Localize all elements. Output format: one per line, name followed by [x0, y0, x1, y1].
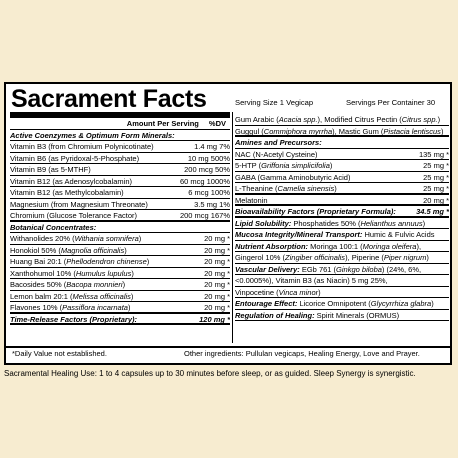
ingredient-text-line: [235, 252, 449, 264]
category-label: Nutrient Absorption:: [235, 241, 309, 251]
nutrient-row: [10, 222, 230, 234]
name-text: Magnesium (from Magnesium Threonate): [10, 199, 148, 209]
nutrient-row: [10, 176, 230, 188]
ingredient-row: [235, 195, 449, 207]
column-divider: [232, 112, 233, 343]
nutrient-row: [10, 291, 230, 303]
text-part: Licorice Omnipotent (: [297, 299, 371, 308]
ingredient-text-line: [235, 310, 449, 322]
nutrient-amount: 20 mg *: [204, 245, 230, 255]
nutrient-name: [10, 210, 137, 221]
text-part: ): [431, 299, 434, 308]
latin-name: Pistacia lentiscus: [383, 126, 441, 136]
latin-name: Citrus spp.: [401, 115, 438, 124]
ingredient-text-line: [235, 275, 449, 287]
nutrient-row: [10, 187, 230, 199]
dv-label: %DV: [208, 119, 226, 128]
nutrient-name: [10, 130, 175, 141]
category-label: Lipid Solubility:: [235, 218, 292, 228]
latin-name: Moringa oleifera: [362, 241, 417, 251]
nutrient-name: [10, 279, 125, 290]
ingredient-row: [235, 206, 449, 218]
category-label: Mucosa Integrity/Mineral Transport:: [235, 230, 363, 239]
latin-name: Magnolia officinalis: [60, 245, 125, 255]
name-tail: ): [131, 268, 134, 278]
name-text: Withanolides 20% (: [10, 234, 75, 243]
ingredient-name: [235, 195, 268, 206]
nutrient-row: [10, 245, 230, 257]
latin-name: Piper nigrum: [383, 253, 427, 262]
name-tail: ): [127, 303, 131, 312]
text-part: ), Mastic Gum (: [332, 126, 384, 136]
name-text: Bacosides 50% (: [10, 280, 67, 289]
nutrient-row: [10, 153, 230, 165]
healing-use-text: Sacramental Healing Use: 1 to 4 capsules up to 30 minutes before sleep, or as guided. Sleep Synergy is synergistic.: [4, 369, 416, 378]
latin-name: Humulus lupulus: [75, 268, 132, 278]
serving-size: Serving Size 1 Vegicap: [235, 98, 314, 107]
name-tail: ): [124, 245, 127, 255]
name-text: L-Theanine (: [235, 184, 278, 193]
text-part: ), Modified Citrus Pectin (: [317, 115, 402, 124]
name-text: NAC (N-Acetyl Cysteine): [235, 149, 318, 159]
daily-value-note: *Daily Value not established.: [12, 349, 107, 358]
text-part: Moringa 100:1 (: [308, 241, 363, 251]
name-text: Vitamin B6 (as Pyridoxal-5-Phosphate): [10, 153, 140, 163]
supplement-facts-panel: [4, 82, 452, 365]
name-text: Time-Release Factors (Proprietary):: [10, 314, 137, 324]
name-text: Vitamin B12 (as Adenosylcobalamin): [10, 176, 133, 186]
name-tail: ): [122, 280, 126, 289]
name-text: Botanical Concentrates:: [10, 222, 97, 232]
name-text: Vitamin B3 (from Chromium Polynicotinate): [10, 142, 154, 151]
text-part: Amines and Precursors:: [235, 138, 322, 147]
latin-name: Griffonia simplicifolia: [261, 161, 330, 170]
nutrient-name: [10, 314, 137, 325]
nutrient-name: [10, 222, 96, 233]
nutrient-amount: 120 mg *: [199, 314, 230, 324]
name-text: Vitamin B12 (as Methylcobalamin): [10, 188, 124, 197]
text-part: ): [437, 115, 441, 124]
nutrient-amount: 200 mcg 167%: [179, 211, 230, 220]
text-part: Humic & Fulvic Acids: [362, 230, 435, 239]
latin-name: Acacia spp.: [278, 115, 318, 124]
text-part: Spirit Minerals (ORMUS): [314, 310, 400, 320]
text-part: Gum Arabic (: [235, 115, 279, 124]
ingredient-name: [235, 206, 396, 217]
text-part: ): [422, 218, 426, 228]
ingredient-name: [235, 149, 318, 160]
nutrient-name: [10, 233, 141, 244]
nutrient-row: [10, 141, 230, 153]
latin-name: Helianthus annuus: [360, 218, 423, 228]
nutrient-amount: 20 mg *: [204, 234, 230, 243]
ingredient-amount: 20 mg *: [423, 195, 449, 205]
nutrient-row: [10, 314, 230, 326]
ingredient-text-line: [235, 298, 449, 310]
text-part: Gingerol 10% (: [235, 253, 286, 262]
nutrient-row: [10, 210, 230, 222]
name-text: Vitamin B9 (as 5-MTHF): [10, 165, 91, 174]
text-part: ),: [416, 241, 422, 251]
left-column: [10, 112, 230, 325]
name-text: Bioavailability Factors (Proprietary Formula):: [235, 207, 396, 216]
nutrient-amount: 200 mcg 50%: [184, 165, 230, 174]
ingredient-row: [235, 160, 449, 172]
ingredient-amount: 25 mg *: [423, 184, 449, 193]
ingredient-text-line: [235, 241, 449, 253]
other-ingredients: Other ingredients: Pullulan vegicaps, Healing Energy, Love and Prayer.: [184, 349, 420, 358]
text-part: <0.0005%), Vitamin B3 (as Niacin) 5 mg 25%,: [235, 276, 388, 285]
nutrient-amount: 10 mg 500%: [187, 153, 230, 163]
nutrient-amount: 20 mg *: [204, 280, 230, 289]
panel-title: Sacrament Facts: [11, 85, 207, 113]
ingredient-row: [235, 183, 449, 195]
bottom-divider: [6, 346, 450, 348]
ingredient-row: [235, 149, 449, 161]
ingredient-name: [235, 183, 337, 194]
nutrient-name: [10, 176, 132, 187]
nutrient-name: [10, 245, 127, 256]
name-tail: ): [130, 291, 134, 301]
ingredient-text-line: [235, 287, 449, 299]
nutrient-amount: 6 mcg 100%: [188, 188, 230, 197]
nutrient-row: [10, 130, 230, 142]
nutrient-row: [10, 268, 230, 280]
latin-name: Withania somnifera: [74, 234, 139, 243]
name-text: Active Coenzymes & Optimum Form Minerals:: [10, 130, 175, 140]
nutrient-amount: 1.4 mg 7%: [194, 142, 230, 151]
text-part: ): [440, 126, 444, 136]
name-text: Lemon balm 20:1 (: [10, 291, 73, 301]
ingredient-text-line: [235, 218, 449, 230]
amount-per-serving-label: Amount Per Serving: [126, 119, 199, 128]
ingredient-text-line: [235, 229, 449, 241]
latin-name: Camelia sinensis: [277, 184, 335, 193]
ingredient-row: [235, 172, 449, 184]
nutrient-amount: 60 mcg 1000%: [179, 176, 230, 186]
amount-header: [10, 118, 230, 130]
nutrient-row: [10, 302, 230, 314]
nutrient-row: [10, 233, 230, 245]
category-label: Regulation of Healing:: [235, 310, 315, 320]
text-part: ) (24%, 6%,: [381, 264, 422, 274]
ingredient-amount: 25 mg *: [423, 172, 449, 182]
ingredient-text-line: [235, 126, 449, 138]
latin-name: Melissa officinalis: [72, 291, 131, 301]
ingredient-name: [235, 172, 350, 183]
latin-name: Passiflora incarnata: [62, 303, 128, 312]
ingredient-amount: 34.5 mg *: [416, 207, 449, 216]
nutrient-name: [10, 302, 130, 313]
latin-name: Phellodendron chinense: [66, 257, 147, 266]
nutrient-name: [10, 141, 154, 152]
nutrient-amount: 20 mg *: [204, 291, 230, 301]
nutrient-name: [10, 199, 148, 210]
ingredient-amount: 135 mg *: [418, 149, 449, 159]
latin-name: Commiphora myrrha: [263, 126, 333, 136]
name-text: Chromium (Glucose Tolerance Factor): [10, 211, 137, 220]
nutrient-name: [10, 291, 133, 302]
text-part: ), Piperine (: [345, 253, 384, 262]
nutrient-row: [10, 164, 230, 176]
name-tail: ): [146, 257, 150, 266]
nutrient-amount: 20 mg *: [204, 268, 230, 278]
latin-name: Zingiber officinalis: [285, 253, 346, 262]
nutrient-name: [10, 256, 149, 267]
category-label: Vascular Delivery:: [235, 264, 300, 274]
nutrient-row: [10, 199, 230, 211]
servings-per-container: Servings Per Container 30: [346, 98, 436, 107]
name-tail: ): [334, 184, 337, 193]
nutrient-name: [10, 268, 134, 279]
name-tail: ): [329, 161, 333, 170]
nutrient-name: [10, 164, 91, 175]
nutrient-row: [10, 256, 230, 268]
name-text: Xanthohumol 10% (: [10, 268, 76, 278]
latin-name: Glycyrrhiza glabra: [370, 299, 432, 308]
name-text: Flavones 10% (: [10, 303, 63, 312]
ingredient-amount: 25 mg *: [423, 161, 449, 170]
nutrient-amount: 3.5 mg 1%: [194, 199, 230, 209]
name-text: Huang Bai 20:1 (: [10, 257, 67, 266]
nutrient-name: [10, 153, 139, 164]
name-text: 5-HTP (: [235, 161, 262, 170]
text-part: EGb 761 (: [299, 264, 337, 274]
ingredient-name: [235, 160, 332, 171]
name-text: Honokiol 50% (: [10, 245, 61, 255]
text-part: Vinpocetine (: [235, 287, 279, 297]
nutrient-amount: 20 mg *: [204, 303, 230, 312]
latin-name: Bacopa monnieri: [66, 280, 123, 289]
nutrient-amount: 20 mg *: [204, 257, 230, 266]
ingredient-text-line: [235, 114, 449, 126]
text-part: Guggul (: [235, 126, 264, 136]
latin-name: Vinca minor: [278, 287, 319, 297]
ingredient-text-line: [235, 264, 449, 276]
text-part: ): [318, 287, 321, 297]
name-tail: ): [138, 234, 142, 243]
right-column: [235, 114, 449, 321]
nutrient-row: [10, 279, 230, 291]
text-part: ): [426, 253, 429, 262]
name-text: GABA (Gamma Aminobutyric Acid): [235, 172, 351, 182]
nutrient-name: [10, 187, 124, 198]
category-label: Entourage Effect:: [235, 299, 298, 308]
name-text: Melatonin: [235, 195, 268, 205]
latin-name: Ginkgo biloba: [336, 264, 382, 274]
ingredient-text-line: [235, 137, 449, 149]
text-part: Phosphatides 50% (: [291, 218, 361, 228]
